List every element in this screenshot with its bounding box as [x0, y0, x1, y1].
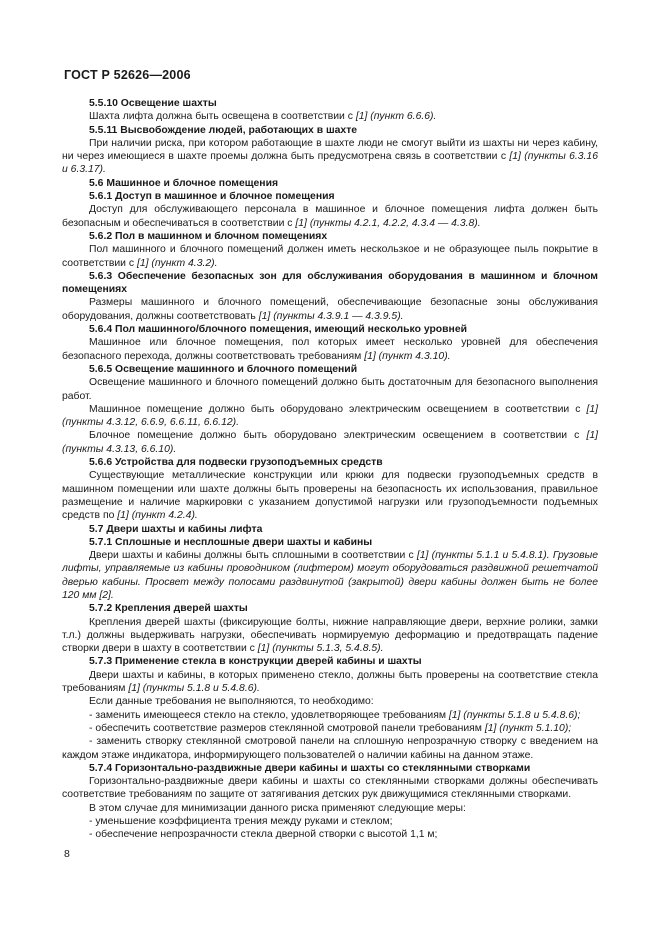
- list-item: - заменить имеющееся стекло на стекло, удовлетворяющее требованиям [1] (пункты 5.1.8 и 5.4.8.6);: [89, 709, 581, 721]
- heading-5-6-3: 5.6.3 Обеспечение безопасных зон для обслуживания оборудования в машинном и блочном помещениях: [62, 270, 598, 296]
- heading-5-6: 5.6 Машинное и блочное помещения: [89, 177, 279, 189]
- paragraph: Двери шахты и кабины должны быть сплошными в соответствии с [1] (пункты 5.1.1 и 5.4.8.1). Грузовые лифты, управляемые из кабины проводником (лифтером) могут оборудоваться раздвижной решетчатой дверью кабины. Просвет между полосами раздвинутой (закрытой) двери кабины должен быть не более 120 мм [2].: [62, 550, 598, 601]
- document-body: [62, 97, 598, 842]
- list-item: - обеспечение непрозрачности стекла дверной створки с высотой 1,1 м;: [89, 829, 438, 841]
- paragraph: При наличии риска, при котором работающие в шахте люди не смогут выйти из шахты ни через кабину, ни через имеющиеся в шахте проемы должна быть предусмотрена связь в соответствии с [1] (пункты 6.3.16 и 6.3.17).: [62, 137, 598, 176]
- document-header: ГОСТ Р 52626—2006: [64, 68, 191, 82]
- list-item: - уменьшение коэффициента трения между руками и стеклом;: [89, 816, 393, 828]
- paragraph: Пол машинного и блочного помещений должен иметь нескользкое и не образующее пыль покрытие в соответствии с [1] (пункт 4.3.2).: [62, 244, 598, 269]
- paragraph: Освещение машинного и блочного помещений должно быть достаточным для безопасного выполнения работ.: [62, 377, 598, 402]
- heading-5-5-11: 5.5.11 Высвобождение людей, работающих в шахте: [89, 124, 358, 136]
- paragraph: Крепления дверей шахты (фиксирующие болты, нижние направляющие двери, верхние ролики, замки т.л.) должны выдерживать нагрузки, обеспечивать нормируемую деформацию и предотвращать падение створки двери в шахту в соответствии с [1] (пункты 5.1.3, 5.4.8.5).: [62, 616, 598, 655]
- heading-5-6-2: 5.6.2 Пол в машинном и блочном помещениях: [89, 230, 328, 242]
- heading-5-6-6: 5.6.6 Устройства для подвески грузоподъемных средств: [89, 457, 383, 469]
- paragraph: Если данные требования не выполняются, то необходимо:: [89, 696, 374, 708]
- paragraph: Доступ для обслуживающего персонала в машинное и блочное помещения лифта должен быть безопасным и обеспечиваться в соответствии с [1] (пункты 4.2.1, 4.2.2, 4.3.4 — 4.3.8).: [62, 204, 598, 229]
- list-item: - обеспечить соответствие размеров стеклянной смотровой панели требованиям [1] (пункт 5.1.10);: [89, 722, 572, 734]
- paragraph: Двери шахты и кабины, в которых применено стекло, должны быть проверены на соответствие стекла требованиям [1] (пункты 5.1.8 и 5.4.8.6).: [62, 669, 598, 695]
- paragraph: Горизонтально-раздвижные двери кабины и шахты со стеклянными створками должны обеспечивать соответствие требованиям по защите от затягивания детских рук движущимися стеклянными створками.: [62, 776, 598, 801]
- paragraph: Шахта лифта должна быть освещена в соответствии с [1] (пункт 6.6.6).: [89, 111, 437, 123]
- paragraph: Размеры машинного и блочного помещений, обеспечивающие безопасные зоны обслуживания оборудования, должны соответствовать [1] (пункты 4.3.9.1 — 4.3.9.5).: [62, 297, 598, 322]
- heading-5-7-4: 5.7.4 Горизонтально-раздвижные двери кабины и шахты со стеклянными створками: [89, 762, 531, 774]
- heading-5-7-2: 5.7.2 Крепления дверей шахты: [89, 603, 248, 615]
- heading-5-6-1: 5.6.1 Доступ в машинное и блочное помещения: [89, 191, 335, 203]
- paragraph: Блочное помещение должно быть оборудовано электрическим освещением в соответствии с [1] (пункты 4.3.13, 6.6.10).: [62, 430, 598, 455]
- heading-5-7-1: 5.7.1 Сплошные и несплошные двери шахты и кабины: [89, 536, 373, 548]
- heading-5-7: 5.7 Двери шахты и кабины лифта: [89, 523, 263, 535]
- heading-5-6-4: 5.6.4 Пол машинного/блочного помещения, имеющий несколько уровней: [89, 324, 467, 336]
- paragraph: Машинное или блочное помещения, пол которых имеет несколько уровней для обеспечения безопасного перехода, должны соответствовать требованиям [1] (пункт 4.3.10).: [62, 337, 598, 362]
- heading-5-7-3: 5.7.3 Применение стекла в конструкции дверей кабины и шахты: [89, 656, 422, 668]
- list-item: - заменить створку стеклянной смотровой панели на сплошную непрозрачную створку с введением на каждом этаже индикатора, информирующего пользователей о наличии кабины на данном этаже.: [62, 736, 598, 761]
- page-number: 8: [64, 848, 70, 860]
- paragraph: В этом случае для минимизации данного риска применяют следующие меры:: [89, 802, 466, 814]
- paragraph: Машинное помещение должно быть оборудовано электрическим освещением в соответствии с [1] (пункты 4.3.12, 6.6.9, 6.6.11, 6.6.12).: [62, 403, 598, 429]
- heading-5-6-5: 5.6.5 Освещение машинного и блочного помещений: [89, 363, 358, 375]
- heading-5-5-10: 5.5.10 Освещение шахты: [89, 98, 217, 109]
- paragraph: Существующие металлические конструкции или крюки для подвески грузоподъемных средств в машинном помещении или шахте должны быть проверены на безопасность их использования, правильное размещение и наличие маркировки с указанием допустимой нагрузки или грузоподъемности подъемных средств по [1] (пункт 4.2.4).: [62, 470, 598, 522]
